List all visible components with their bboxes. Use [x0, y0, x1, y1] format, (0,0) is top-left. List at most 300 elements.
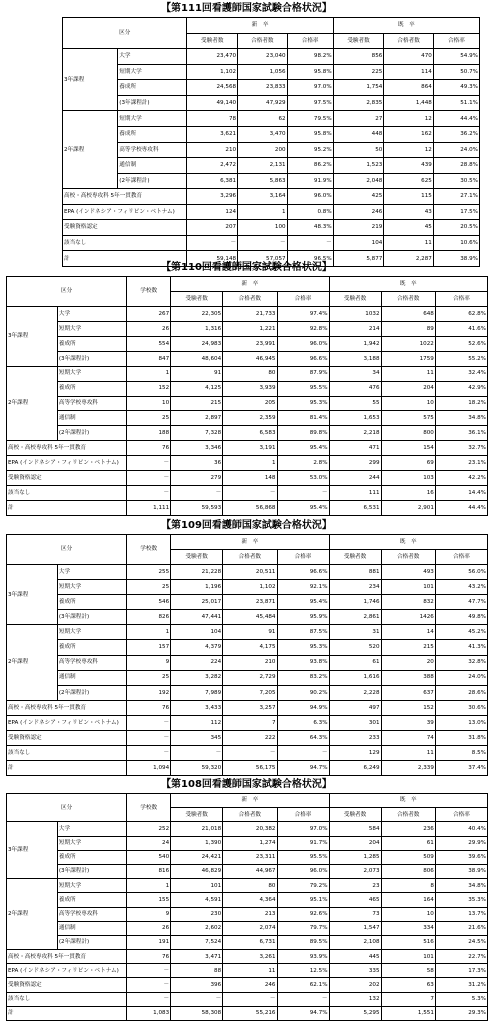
- previous-pass-rate: 18.2%: [435, 396, 487, 411]
- table-row: [7, 456, 488, 471]
- new-passers: 55,216: [223, 1006, 277, 1020]
- new-pass-rate: －: [277, 486, 329, 501]
- school-count: 157: [127, 640, 171, 655]
- new-pass-rate: 95.4%: [277, 501, 329, 516]
- new-pass-rate: 81.4%: [277, 411, 329, 426]
- header-pass-rate: 合格率: [277, 550, 329, 565]
- new-applicants: 59,148: [187, 251, 238, 267]
- new-passers: 6,731: [223, 935, 277, 949]
- header-passers: 合格者数: [223, 291, 277, 306]
- previous-passers: 493: [381, 565, 435, 580]
- school-count: 252: [127, 822, 171, 836]
- table-row: [7, 306, 488, 321]
- previous-passers: 2,339: [381, 760, 435, 775]
- table-row: [7, 822, 488, 836]
- exam-results-table: [6, 276, 488, 516]
- previous-pass-rate: 49.3%: [433, 80, 479, 96]
- previous-passers: 470: [384, 49, 434, 65]
- previous-pass-rate: 55.2%: [435, 351, 487, 366]
- new-applicants: 124: [187, 204, 238, 220]
- new-passers: 3,164: [238, 189, 288, 205]
- new-pass-rate: 96.0%: [277, 864, 329, 878]
- previous-passers: 1022: [381, 336, 435, 351]
- previous-passers: 39: [381, 715, 435, 730]
- row-category: EPA (インドネシア・フィリピン・ベトナム): [7, 456, 127, 471]
- previous-passers: 637: [381, 685, 435, 700]
- previous-passers: 115: [384, 189, 434, 205]
- exam-results-table: [62, 17, 480, 267]
- school-count: 826: [127, 610, 171, 625]
- row-subcategory: (2年課程計): [57, 685, 126, 700]
- new-applicants: 22,305: [171, 306, 223, 321]
- new-pass-rate: 6.3%: [277, 715, 329, 730]
- header-passers: 合格者数: [223, 550, 277, 565]
- row-category: 受験資格認定: [7, 471, 127, 486]
- table-row: [7, 336, 488, 351]
- new-passers: 2,074: [223, 921, 277, 935]
- table-row: [63, 49, 480, 65]
- header-pass-rate: 合格率: [433, 33, 479, 49]
- table-row: [7, 836, 488, 850]
- new-applicants: 1,316: [171, 321, 223, 336]
- previous-passers: 864: [384, 80, 434, 96]
- previous-passers: 12: [384, 142, 434, 158]
- table-row: [7, 321, 488, 336]
- new-applicants: 4,379: [171, 640, 223, 655]
- new-applicants: －: [171, 992, 223, 1006]
- table-row: [63, 111, 480, 127]
- new-passers: 21,733: [223, 306, 277, 321]
- new-passers: 1: [223, 456, 277, 471]
- previous-applicants: 225: [333, 64, 384, 80]
- row-subcategory: (2年課程計): [57, 935, 126, 949]
- school-count: 1,111: [127, 501, 171, 516]
- previous-passers: 43: [384, 204, 434, 220]
- new-applicants: 112: [171, 715, 223, 730]
- previous-applicants: 1,547: [329, 921, 381, 935]
- school-count: 1: [127, 625, 171, 640]
- new-applicants: 24,421: [171, 850, 223, 864]
- header-schools: 学校数: [127, 794, 171, 822]
- previous-pass-rate: 32.8%: [435, 655, 487, 670]
- table-row: [7, 964, 488, 978]
- table-row: [63, 80, 480, 96]
- school-count: 24: [127, 836, 171, 850]
- previous-applicants: 104: [333, 235, 384, 251]
- previous-applicants: 244: [329, 471, 381, 486]
- school-count: －: [127, 456, 171, 471]
- new-applicants: 24,568: [187, 80, 238, 96]
- previous-pass-rate: 29.3%: [435, 1006, 487, 1020]
- previous-pass-rate: 51.1%: [433, 95, 479, 111]
- row-category: 受験資格認定: [63, 220, 187, 236]
- previous-passers: 16: [381, 486, 435, 501]
- new-passers: 200: [238, 142, 288, 158]
- header-pass-rate: 合格率: [277, 291, 329, 306]
- table-row: [7, 411, 488, 426]
- row-subcategory: 大学: [57, 306, 126, 321]
- new-applicants: 101: [171, 879, 223, 893]
- new-applicants: 1,102: [187, 64, 238, 80]
- school-count: 76: [127, 950, 171, 964]
- school-count: 816: [127, 864, 171, 878]
- school-count: 255: [127, 565, 171, 580]
- new-passers: 210: [223, 655, 277, 670]
- previous-pass-rate: 24.0%: [433, 142, 479, 158]
- new-pass-rate: 95.5%: [277, 381, 329, 396]
- new-passers: 222: [223, 730, 277, 745]
- new-applicants: 1,196: [171, 580, 223, 595]
- new-applicants: 23,470: [187, 49, 238, 65]
- previous-passers: 7: [381, 992, 435, 1006]
- previous-applicants: 1032: [329, 306, 381, 321]
- new-applicants: 104: [171, 625, 223, 640]
- table-row: [63, 64, 480, 80]
- new-passers: 3,261: [223, 950, 277, 964]
- previous-passers: 101: [381, 580, 435, 595]
- previous-pass-rate: 56.0%: [435, 565, 487, 580]
- previous-pass-rate: 34.8%: [435, 879, 487, 893]
- previous-applicants: 2,861: [329, 610, 381, 625]
- new-pass-rate: 96.6%: [277, 565, 329, 580]
- row-subcategory: 養成所: [57, 381, 126, 396]
- previous-pass-rate: 24.5%: [435, 935, 487, 949]
- previous-pass-rate: 35.3%: [435, 893, 487, 907]
- previous-pass-rate: 30.5%: [433, 173, 479, 189]
- previous-passers: 575: [381, 411, 435, 426]
- new-passers: 1,274: [223, 836, 277, 850]
- new-passers: 46,945: [223, 351, 277, 366]
- previous-pass-rate: 28.8%: [433, 158, 479, 174]
- new-pass-rate: 96.5%: [287, 251, 333, 267]
- previous-pass-rate: 36.2%: [433, 126, 479, 142]
- new-pass-rate: 96.6%: [277, 351, 329, 366]
- header-previous-graduates: 既 卒: [333, 18, 479, 34]
- header-applicants: 受験者数: [329, 550, 381, 565]
- school-count: 155: [127, 893, 171, 907]
- new-applicants: 58,308: [171, 1006, 223, 1020]
- new-pass-rate: 94.7%: [277, 1006, 329, 1020]
- header-pass-rate: 合格率: [287, 33, 333, 49]
- previous-passers: 2,901: [381, 501, 435, 516]
- previous-applicants: 1,942: [329, 336, 381, 351]
- table-row: [63, 189, 480, 205]
- table-row: [63, 235, 480, 251]
- new-passers: 91: [223, 625, 277, 640]
- school-count: 1,083: [127, 1006, 171, 1020]
- previous-passers: 45: [384, 220, 434, 236]
- header-passers: 合格者数: [381, 808, 435, 822]
- new-pass-rate: 92.6%: [277, 907, 329, 921]
- table-row: [7, 921, 488, 935]
- school-count: 76: [127, 700, 171, 715]
- previous-pass-rate: 14.4%: [435, 486, 487, 501]
- row-subcategory: 大学: [118, 49, 187, 65]
- previous-pass-rate: 20.5%: [433, 220, 479, 236]
- previous-applicants: 132: [329, 992, 381, 1006]
- row-subcategory: 養成所: [57, 850, 126, 864]
- previous-applicants: 233: [329, 730, 381, 745]
- previous-applicants: 23: [329, 879, 381, 893]
- table-title: 【第111回看護師国家試験合格状況】: [161, 3, 332, 14]
- previous-passers: 1426: [381, 610, 435, 625]
- table-row: [7, 730, 488, 745]
- new-applicants: 49,140: [187, 95, 238, 111]
- new-pass-rate: 94.9%: [277, 700, 329, 715]
- new-passers: 44,967: [223, 864, 277, 878]
- row-category: 該当なし: [7, 992, 127, 1006]
- new-passers: 4,364: [223, 893, 277, 907]
- table-row: [7, 441, 488, 456]
- row-subcategory: 大学: [57, 565, 126, 580]
- school-count: 152: [127, 381, 171, 396]
- previous-pass-rate: 50.7%: [433, 64, 479, 80]
- table-row: [7, 580, 488, 595]
- new-passers: －: [223, 745, 277, 760]
- row-subcategory: 短期大学: [57, 625, 126, 640]
- new-applicants: 24,983: [171, 336, 223, 351]
- previous-pass-rate: 39.6%: [435, 850, 487, 864]
- row-category: 該当なし: [63, 235, 187, 251]
- new-passers: 3,939: [223, 381, 277, 396]
- previous-applicants: 476: [329, 381, 381, 396]
- school-count: 26: [127, 321, 171, 336]
- row-group: 2年課程: [7, 625, 58, 700]
- table-row: [7, 426, 488, 441]
- previous-pass-rate: 27.1%: [433, 189, 479, 205]
- previous-passers: 8: [381, 879, 435, 893]
- table-row: [63, 158, 480, 174]
- school-count: 192: [127, 685, 171, 700]
- table-row: [7, 992, 488, 1006]
- previous-passers: 388: [381, 670, 435, 685]
- previous-pass-rate: 37.4%: [435, 760, 487, 775]
- new-applicants: 3,471: [171, 950, 223, 964]
- school-count: 25: [127, 580, 171, 595]
- row-category: 計: [63, 251, 187, 267]
- table-row: [7, 486, 488, 501]
- previous-pass-rate: 31.2%: [435, 978, 487, 992]
- new-pass-rate: 79.7%: [277, 921, 329, 935]
- previous-applicants: 445: [329, 950, 381, 964]
- school-count: 546: [127, 595, 171, 610]
- new-pass-rate: 79.5%: [287, 111, 333, 127]
- school-count: 188: [127, 426, 171, 441]
- new-passers: 148: [223, 471, 277, 486]
- previous-pass-rate: 42.9%: [435, 381, 487, 396]
- row-subcategory: 短期大学: [57, 836, 126, 850]
- new-pass-rate: 91.7%: [277, 836, 329, 850]
- previous-passers: 164: [381, 893, 435, 907]
- previous-applicants: 31: [329, 625, 381, 640]
- new-pass-rate: 96.0%: [287, 189, 333, 205]
- new-pass-rate: 90.2%: [277, 685, 329, 700]
- row-subcategory: (2年課程計): [118, 173, 187, 189]
- header-passers: 合格者数: [384, 33, 434, 49]
- header-passers: 合格者数: [238, 33, 288, 49]
- exam-results-table: [6, 534, 488, 776]
- previous-pass-rate: 47.7%: [435, 595, 487, 610]
- header-applicants: 受験者数: [329, 291, 381, 306]
- previous-passers: 1,448: [384, 95, 434, 111]
- new-passers: －: [238, 235, 288, 251]
- row-subcategory: 短期大学: [118, 64, 187, 80]
- school-count: 26: [127, 921, 171, 935]
- table-row: [7, 715, 488, 730]
- new-applicants: 88: [171, 964, 223, 978]
- previous-passers: 832: [381, 595, 435, 610]
- row-subcategory: 高等学校専攻科: [57, 907, 126, 921]
- previous-applicants: 5,295: [329, 1006, 381, 1020]
- new-pass-rate: 95.5%: [277, 850, 329, 864]
- new-pass-rate: 97.0%: [277, 822, 329, 836]
- header-applicants: 受験者数: [187, 33, 238, 49]
- new-applicants: 207: [187, 220, 238, 236]
- previous-applicants: 202: [329, 978, 381, 992]
- row-group: 3年課程: [7, 822, 58, 879]
- new-passers: 6,583: [223, 426, 277, 441]
- new-applicants: 3,346: [171, 441, 223, 456]
- new-applicants: 4,591: [171, 893, 223, 907]
- new-passers: 3,257: [223, 700, 277, 715]
- exam-results-table: [6, 793, 488, 1021]
- new-passers: 23,871: [223, 595, 277, 610]
- previous-applicants: 111: [329, 486, 381, 501]
- school-count: 847: [127, 351, 171, 366]
- new-passers: 20,511: [223, 565, 277, 580]
- new-passers: 45,484: [223, 610, 277, 625]
- previous-passers: 152: [381, 700, 435, 715]
- new-applicants: 6,381: [187, 173, 238, 189]
- header-schools: 学校数: [127, 277, 171, 307]
- header-category: 区分: [63, 18, 187, 49]
- new-passers: 56,175: [223, 760, 277, 775]
- new-applicants: 3,433: [171, 700, 223, 715]
- school-count: －: [127, 978, 171, 992]
- school-count: 554: [127, 336, 171, 351]
- previous-applicants: 1,523: [333, 158, 384, 174]
- header-schools: 学校数: [127, 535, 171, 565]
- table-row: [7, 381, 488, 396]
- new-applicants: 210: [187, 142, 238, 158]
- header-category: 区分: [7, 277, 127, 307]
- row-group: 3年課程: [7, 306, 58, 366]
- previous-applicants: 425: [333, 189, 384, 205]
- new-pass-rate: 95.8%: [287, 64, 333, 80]
- previous-passers: 11: [381, 366, 435, 381]
- table-row: [63, 126, 480, 142]
- row-subcategory: 養成所: [57, 893, 126, 907]
- header-previous-graduates: 既 卒: [329, 535, 487, 550]
- header-previous-graduates: 既 卒: [329, 277, 487, 292]
- previous-pass-rate: 52.6%: [435, 336, 487, 351]
- previous-pass-rate: 43.2%: [435, 580, 487, 595]
- table-row: [7, 396, 488, 411]
- header-new-graduates: 新 卒: [187, 18, 333, 34]
- row-group: 3年課程: [63, 49, 118, 111]
- header-applicants: 受験者数: [171, 808, 223, 822]
- school-count: 9: [127, 907, 171, 921]
- header-category: 区分: [7, 535, 127, 565]
- row-category: 高校・高校専攻科 5年一貫教育: [7, 700, 127, 715]
- previous-pass-rate: 32.7%: [435, 441, 487, 456]
- new-applicants: 3,296: [187, 189, 238, 205]
- new-applicants: 36: [171, 456, 223, 471]
- new-applicants: 46,829: [171, 864, 223, 878]
- previous-applicants: 584: [329, 822, 381, 836]
- new-passers: 23,040: [238, 49, 288, 65]
- new-passers: 23,311: [223, 850, 277, 864]
- previous-pass-rate: 23.1%: [435, 456, 487, 471]
- new-pass-rate: －: [277, 745, 329, 760]
- row-subcategory: 短期大学: [57, 366, 126, 381]
- new-passers: 62: [238, 111, 288, 127]
- school-count: －: [127, 471, 171, 486]
- previous-applicants: 246: [333, 204, 384, 220]
- previous-pass-rate: 32.4%: [435, 366, 487, 381]
- row-group: 2年課程: [7, 879, 58, 950]
- previous-applicants: 881: [329, 565, 381, 580]
- new-pass-rate: 95.4%: [277, 441, 329, 456]
- previous-pass-rate: 13.7%: [435, 907, 487, 921]
- previous-pass-rate: 28.6%: [435, 685, 487, 700]
- header-category: 区分: [7, 794, 127, 822]
- new-applicants: 4,125: [171, 381, 223, 396]
- previous-passers: 89: [381, 321, 435, 336]
- new-passers: 2,359: [223, 411, 277, 426]
- previous-pass-rate: 17.5%: [433, 204, 479, 220]
- table-row: [7, 907, 488, 921]
- new-applicants: 21,228: [171, 565, 223, 580]
- new-pass-rate: －: [287, 235, 333, 251]
- new-pass-rate: 95.3%: [277, 640, 329, 655]
- table-row: [63, 220, 480, 236]
- new-pass-rate: 83.2%: [277, 670, 329, 685]
- new-pass-rate: －: [277, 992, 329, 1006]
- row-subcategory: 養成所: [118, 80, 187, 96]
- table-row: [7, 610, 488, 625]
- previous-passers: 114: [384, 64, 434, 80]
- new-pass-rate: 92.8%: [277, 321, 329, 336]
- row-subcategory: 短期大学: [57, 321, 126, 336]
- previous-applicants: 465: [329, 893, 381, 907]
- table-row: [7, 625, 488, 640]
- new-applicants: 48,604: [171, 351, 223, 366]
- new-applicants: 47,441: [171, 610, 223, 625]
- new-passers: 3,191: [223, 441, 277, 456]
- row-category: 高校・高校専攻科 5年一貫教育: [7, 950, 127, 964]
- new-applicants: 25,017: [171, 595, 223, 610]
- new-passers: －: [223, 486, 277, 501]
- table-row: [7, 471, 488, 486]
- row-subcategory: 短期大学: [57, 879, 126, 893]
- previous-passers: 74: [381, 730, 435, 745]
- header-new-graduates: 新 卒: [171, 277, 329, 292]
- new-applicants: 224: [171, 655, 223, 670]
- row-category: 受験資格認定: [7, 978, 127, 992]
- new-applicants: 3,621: [187, 126, 238, 142]
- new-applicants: 7,328: [171, 426, 223, 441]
- new-passers: 246: [223, 978, 277, 992]
- new-pass-rate: 93.9%: [277, 950, 329, 964]
- previous-applicants: 1,746: [329, 595, 381, 610]
- row-subcategory: 高等学校専攻科: [118, 142, 187, 158]
- previous-pass-rate: 29.9%: [435, 836, 487, 850]
- new-passers: 57,057: [238, 251, 288, 267]
- previous-applicants: 856: [333, 49, 384, 65]
- header-applicants: 受験者数: [329, 808, 381, 822]
- new-pass-rate: 96.0%: [277, 336, 329, 351]
